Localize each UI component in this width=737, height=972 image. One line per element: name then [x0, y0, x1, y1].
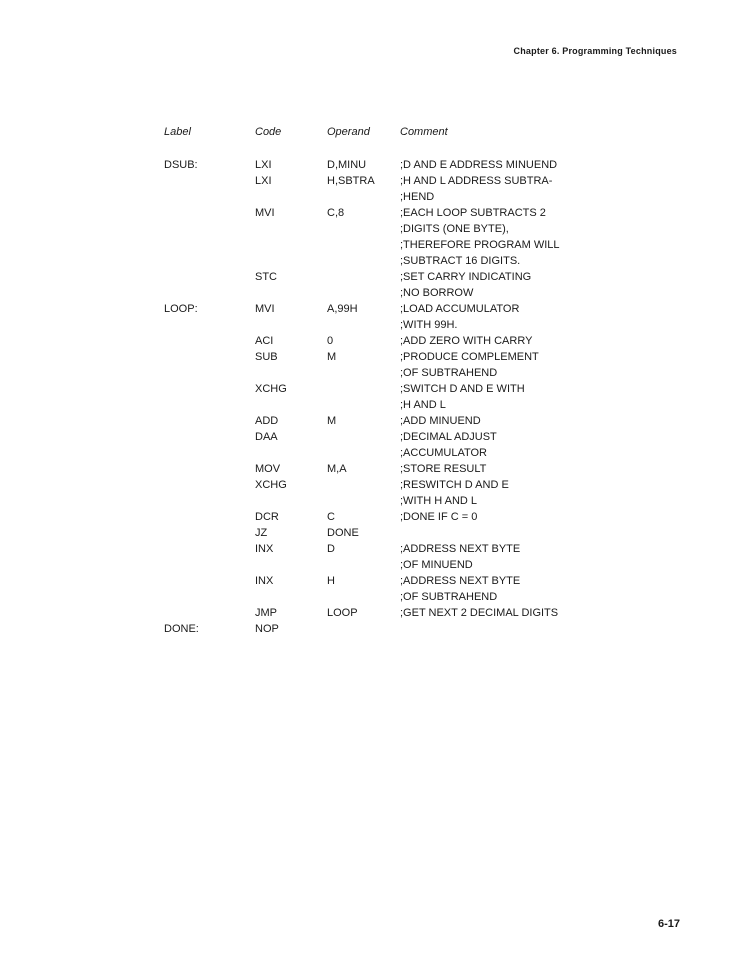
column-header-operand: Operand — [327, 126, 370, 138]
code-line — [0, 317, 737, 333]
code-cell: STC — [255, 271, 277, 283]
comment-cell: ;ADDRESS NEXT BYTE — [400, 575, 521, 587]
code-line — [0, 333, 737, 349]
code-line — [0, 189, 737, 205]
operand-cell: M — [327, 415, 337, 427]
code-cell: NOP — [255, 623, 279, 635]
code-cell: MVI — [255, 303, 275, 315]
operand-cell: LOOP — [327, 607, 358, 619]
operand-cell: M — [327, 351, 337, 363]
comment-cell: ;DIGITS (ONE BYTE), — [400, 223, 509, 235]
assembly-listing — [0, 124, 737, 637]
code-line — [0, 253, 737, 269]
code-line — [0, 381, 737, 397]
code-cell: XCHG — [255, 383, 287, 395]
operand-cell: A,99H — [327, 303, 358, 315]
code-line — [0, 429, 737, 445]
comment-cell: ;OF MINUEND — [400, 559, 473, 571]
comment-cell: ;DECIMAL ADJUST — [400, 431, 497, 443]
operand-cell: DONE — [327, 527, 359, 539]
code-line — [0, 413, 737, 429]
code-cell: INX — [255, 575, 274, 587]
comment-cell: ;WITH H AND L — [400, 495, 478, 507]
code-line — [0, 605, 737, 621]
code-cell: XCHG — [255, 479, 287, 491]
operand-cell: H,SBTRA — [327, 175, 375, 187]
comment-cell: ;D AND E ADDRESS MINUEND — [400, 159, 558, 171]
code-line — [0, 365, 737, 381]
code-cell: MVI — [255, 207, 275, 219]
comment-cell: ;OF SUBTRAHEND — [400, 591, 498, 603]
code-line — [0, 269, 737, 285]
operand-cell: 0 — [327, 335, 334, 347]
comment-cell: ;ACCUMULATOR — [400, 447, 487, 459]
comment-cell: ;SET CARRY INDICATING — [400, 271, 532, 283]
comment-cell: ;SWITCH D AND E WITH — [400, 383, 525, 395]
code-line — [0, 509, 737, 525]
code-line — [0, 573, 737, 589]
code-cell: DAA — [255, 431, 278, 443]
code-line — [0, 541, 737, 557]
comment-cell: ;LOAD ACCUMULATOR — [400, 303, 520, 315]
comment-cell: ;RESWITCH D AND E — [400, 479, 509, 491]
code-line — [0, 301, 737, 317]
code-cell: JZ — [255, 527, 268, 539]
comment-cell: ;OF SUBTRAHEND — [400, 367, 498, 379]
code-cell: DCR — [255, 511, 279, 523]
code-line — [0, 557, 737, 573]
code-line — [0, 525, 737, 541]
code-line — [0, 493, 737, 509]
code-line — [0, 205, 737, 221]
comment-cell: ;THEREFORE PROGRAM WILL — [400, 239, 560, 251]
comment-cell: ;GET NEXT 2 DECIMAL DIGITS — [400, 607, 559, 619]
comment-cell: ;HEND — [400, 191, 435, 203]
comment-cell: ;WITH 99H. — [400, 319, 458, 331]
code-cell: JMP — [255, 607, 277, 619]
code-line — [0, 397, 737, 413]
comment-cell: ;PRODUCE COMPLEMENT — [400, 351, 539, 363]
operand-cell: M,A — [327, 463, 347, 475]
operand-cell: C — [327, 511, 335, 523]
code-line — [0, 173, 737, 189]
code-line — [0, 285, 737, 301]
running-head: Chapter 6. Programming Techniques — [513, 46, 677, 56]
code-line — [0, 157, 737, 173]
operand-cell: D,MINU — [327, 159, 367, 171]
comment-cell: ;H AND L ADDRESS SUBTRA- — [400, 175, 553, 187]
column-header-label: Label — [164, 126, 191, 138]
code-line — [0, 221, 737, 237]
column-header-comment: Comment — [400, 126, 448, 138]
code-cell: LXI — [255, 175, 272, 187]
code-cell: ACI — [255, 335, 274, 347]
comment-cell: ;NO BORROW — [400, 287, 474, 299]
label-cell: DSUB: — [164, 159, 198, 171]
label-cell: DONE: — [164, 623, 199, 635]
comment-cell: ;ADD ZERO WITH CARRY — [400, 335, 533, 347]
code-line — [0, 445, 737, 461]
comment-cell: ;H AND L — [400, 399, 446, 411]
comment-cell: ;SUBTRACT 16 DIGITS. — [400, 255, 521, 267]
listing-body — [0, 157, 737, 637]
operand-cell: C,8 — [327, 207, 345, 219]
code-line — [0, 477, 737, 493]
code-cell: INX — [255, 543, 274, 555]
operand-cell: D — [327, 543, 335, 555]
label-cell: LOOP: — [164, 303, 198, 315]
code-cell: LXI — [255, 159, 272, 171]
comment-cell: ;ADD MINUEND — [400, 415, 481, 427]
code-cell: ADD — [255, 415, 279, 427]
code-line — [0, 621, 737, 637]
comment-cell: ;DONE IF C = 0 — [400, 511, 478, 523]
code-line — [0, 461, 737, 477]
listing-header-row — [0, 124, 737, 140]
comment-cell: ;STORE RESULT — [400, 463, 487, 475]
code-line — [0, 349, 737, 365]
page-number: 6-17 — [657, 918, 680, 930]
operand-cell: H — [327, 575, 335, 587]
code-cell: MOV — [255, 463, 281, 475]
comment-cell: ;EACH LOOP SUBTRACTS 2 — [400, 207, 546, 219]
code-line — [0, 589, 737, 605]
code-line — [0, 237, 737, 253]
code-cell: SUB — [255, 351, 278, 363]
column-header-code: Code — [255, 126, 282, 138]
comment-cell: ;ADDRESS NEXT BYTE — [400, 543, 521, 555]
